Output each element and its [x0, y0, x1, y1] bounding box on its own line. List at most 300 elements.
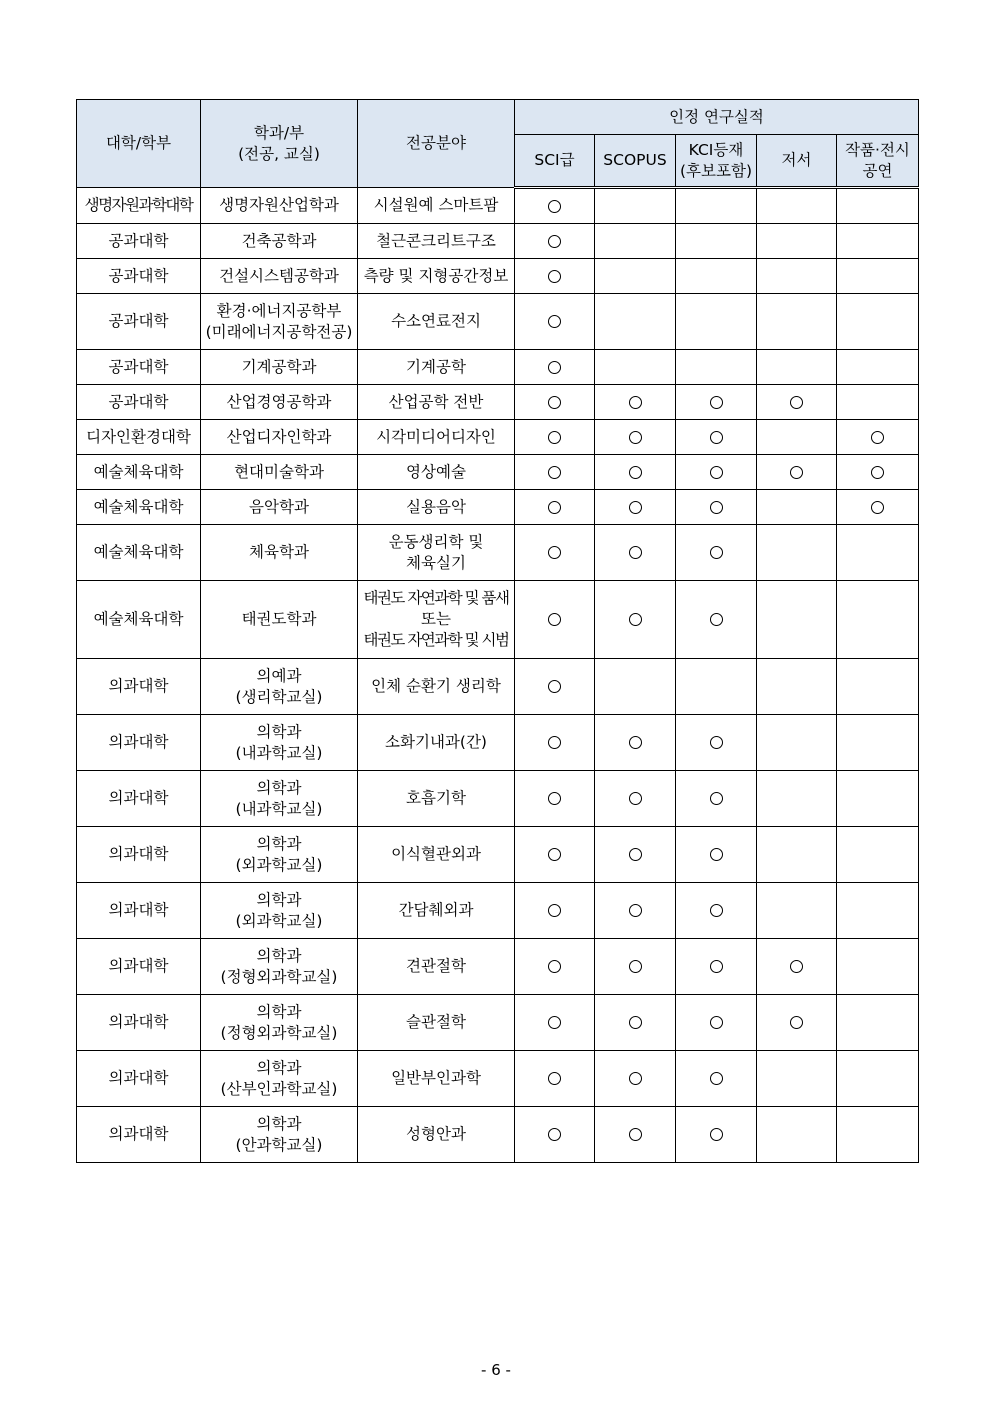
mark-cell: [757, 259, 837, 294]
mark-cell: [595, 771, 676, 827]
mark-cell: [757, 771, 837, 827]
circle-mark-icon: [548, 680, 561, 693]
mark-cell: [757, 1107, 837, 1163]
mark-cell: [676, 455, 757, 490]
mark-cell: [595, 883, 676, 939]
dept-cell: [201, 939, 358, 995]
mark-cell: [595, 259, 676, 294]
college-cell: 공과대학: [77, 385, 201, 420]
circle-mark-icon: [710, 501, 723, 514]
field-line: 시설원예 스마트팜: [373, 196, 499, 214]
mark-cell: [515, 995, 595, 1051]
mark-cell: [676, 1107, 757, 1163]
circle-mark-icon: [871, 466, 884, 479]
circle-mark-icon: [710, 466, 723, 479]
circle-mark-icon: [548, 466, 561, 479]
circle-mark-icon: [710, 848, 723, 861]
table-row: [77, 659, 919, 715]
table-row: [77, 715, 919, 771]
mark-cell: [676, 385, 757, 420]
circle-mark-icon: [710, 960, 723, 973]
mark-cell: [515, 420, 595, 455]
field-line: 태권도 자연과학 및 시범: [363, 631, 509, 649]
dept-line: 의학과: [256, 890, 302, 909]
mark-cell: [515, 259, 595, 294]
circle-mark-icon: [629, 546, 642, 559]
field-cell: [358, 995, 515, 1051]
dept-line: 건설시스템공학과: [219, 266, 339, 285]
circle-mark-icon: [871, 431, 884, 444]
dept-line: 환경·에너지공학부: [216, 301, 342, 320]
mark-cell: [595, 1051, 676, 1107]
dept-line: 기계공학과: [241, 357, 317, 376]
mark-cell: [757, 224, 837, 259]
mark-cell: [676, 490, 757, 525]
mark-cell: [676, 827, 757, 883]
mark-cell: [757, 995, 837, 1051]
field-line: 운동생리학 및: [388, 532, 484, 551]
circle-mark-icon: [629, 1016, 642, 1029]
dept-line: 건축공학과: [241, 231, 317, 250]
circle-mark-icon: [548, 361, 561, 374]
circle-mark-icon: [629, 736, 642, 749]
field-cell: [358, 294, 515, 350]
field-line: 성형안과: [406, 1125, 466, 1143]
mark-cell: [515, 715, 595, 771]
dept-line: 현대미술학과: [234, 462, 324, 481]
field-line: 실용음악: [406, 497, 466, 516]
table-row: [77, 771, 919, 827]
circle-mark-icon: [548, 904, 561, 917]
college-cell: 의과대학: [77, 659, 201, 715]
dept-cell: [201, 1107, 358, 1163]
mark-cell: [676, 259, 757, 294]
table-body: [77, 188, 919, 1163]
mark-cell: [676, 995, 757, 1051]
circle-mark-icon: [548, 546, 561, 559]
mark-cell: [837, 350, 919, 385]
mark-cell: [837, 939, 919, 995]
mark-cell: [757, 581, 837, 659]
mark-cell: [515, 771, 595, 827]
field-cell: [358, 1051, 515, 1107]
mark-cell: [595, 939, 676, 995]
dept-line: (내과학교실): [235, 799, 323, 818]
circle-mark-icon: [548, 848, 561, 861]
mark-cell: [837, 659, 919, 715]
circle-mark-icon: [629, 466, 642, 479]
header-group: 인정 연구실적: [515, 100, 919, 135]
mark-cell: [515, 659, 595, 715]
field-line: 태권도 자연과학 및 품새: [363, 589, 509, 607]
dept-cell: [201, 350, 358, 385]
field-cell: [358, 883, 515, 939]
field-line: 시각미디어디자인: [376, 427, 496, 446]
header-dept-line: (전공, 교실): [238, 144, 320, 163]
college-cell: 의과대학: [77, 883, 201, 939]
field-cell: [358, 455, 515, 490]
header-scopus: SCOPUS: [595, 135, 676, 188]
circle-mark-icon: [710, 1016, 723, 1029]
field-cell: [358, 224, 515, 259]
mark-cell: [595, 350, 676, 385]
mark-cell: [595, 659, 676, 715]
table-row: [77, 455, 919, 490]
mark-cell: [837, 715, 919, 771]
field-line: 기계공학: [406, 357, 466, 376]
circle-mark-icon: [548, 315, 561, 328]
circle-mark-icon: [629, 1072, 642, 1085]
mark-cell: [515, 455, 595, 490]
mark-cell: [595, 525, 676, 581]
dept-line: 생명자원산업학과: [219, 196, 339, 214]
mark-cell: [595, 188, 676, 224]
circle-mark-icon: [871, 501, 884, 514]
dept-cell: [201, 1051, 358, 1107]
field-cell: [358, 1107, 515, 1163]
header-kci: [676, 135, 757, 188]
college-cell: 예술체육대학: [77, 490, 201, 525]
circle-mark-icon: [629, 431, 642, 444]
circle-mark-icon: [548, 1128, 561, 1141]
table-row: [77, 188, 919, 224]
circle-mark-icon: [790, 1016, 803, 1029]
field-line: 수소연료전지: [391, 312, 481, 330]
field-cell: [358, 771, 515, 827]
mark-cell: [515, 1107, 595, 1163]
table-row: [77, 420, 919, 455]
college-cell: 의과대학: [77, 1107, 201, 1163]
mark-cell: [515, 224, 595, 259]
college-cell: 의과대학: [77, 1051, 201, 1107]
circle-mark-icon: [710, 1072, 723, 1085]
circle-mark-icon: [548, 613, 561, 626]
field-cell: [358, 827, 515, 883]
dept-line: (산부인과학교실): [220, 1079, 338, 1098]
mark-cell: [757, 294, 837, 350]
mark-cell: [757, 420, 837, 455]
field-cell: [358, 715, 515, 771]
circle-mark-icon: [548, 1016, 561, 1029]
field-line: 일반부인과학: [391, 1069, 481, 1087]
mark-cell: [676, 883, 757, 939]
college-cell: 예술체육대학: [77, 455, 201, 490]
field-line: 견관절학: [406, 957, 466, 975]
mark-cell: [837, 224, 919, 259]
field-cell: [358, 525, 515, 581]
table-row: [77, 224, 919, 259]
dept-line: 체육학과: [249, 543, 309, 561]
field-line: 호흡기학: [406, 789, 466, 807]
mark-cell: [676, 525, 757, 581]
header-works: [837, 135, 919, 188]
dept-line: 의예과: [256, 666, 302, 685]
header-works-line: 공연: [862, 161, 893, 180]
circle-mark-icon: [629, 501, 642, 514]
circle-mark-icon: [710, 904, 723, 917]
circle-mark-icon: [548, 396, 561, 409]
mark-cell: [676, 659, 757, 715]
mark-cell: [757, 490, 837, 525]
dept-line: (내과학교실): [235, 743, 323, 762]
circle-mark-icon: [548, 431, 561, 444]
dept-cell: [201, 420, 358, 455]
mark-cell: [837, 188, 919, 224]
mark-cell: [757, 1051, 837, 1107]
mark-cell: [837, 455, 919, 490]
mark-cell: [515, 939, 595, 995]
mark-cell: [595, 995, 676, 1051]
mark-cell: [757, 939, 837, 995]
circle-mark-icon: [790, 960, 803, 973]
field-cell: [358, 490, 515, 525]
mark-cell: [757, 455, 837, 490]
circle-mark-icon: [710, 736, 723, 749]
dept-cell: [201, 259, 358, 294]
dept-line: 음악학과: [249, 497, 309, 516]
mark-cell: [676, 1051, 757, 1107]
mark-cell: [676, 715, 757, 771]
field-line: 슬관절학: [406, 1013, 466, 1031]
table-row: [77, 1107, 919, 1163]
college-cell: 의과대학: [77, 827, 201, 883]
field-cell: [358, 581, 515, 659]
dept-cell: [201, 659, 358, 715]
dept-cell: [201, 827, 358, 883]
table-row: [77, 525, 919, 581]
dept-cell: [201, 771, 358, 827]
mark-cell: [757, 827, 837, 883]
college-cell: 공과대학: [77, 224, 201, 259]
mark-cell: [676, 224, 757, 259]
field-line: 체육실기: [406, 553, 466, 572]
mark-cell: [595, 581, 676, 659]
field-line: 산업공학 전반: [388, 392, 484, 411]
header-college: 대학/학부: [77, 100, 201, 188]
circle-mark-icon: [790, 396, 803, 409]
dept-cell: [201, 995, 358, 1051]
mark-cell: [676, 420, 757, 455]
circle-mark-icon: [629, 396, 642, 409]
table-row: [77, 490, 919, 525]
dept-cell: [201, 385, 358, 420]
field-cell: [358, 188, 515, 224]
mark-cell: [837, 294, 919, 350]
field-line: 영상예술: [406, 462, 466, 481]
mark-cell: [515, 294, 595, 350]
circle-mark-icon: [710, 1128, 723, 1141]
dept-cell: [201, 455, 358, 490]
field-line: 측량 및 지형공간정보: [363, 266, 509, 285]
college-cell: 예술체육대학: [77, 581, 201, 659]
dept-line: 의학과: [256, 1114, 302, 1133]
mark-cell: [595, 715, 676, 771]
college-cell: 디자인환경대학: [77, 420, 201, 455]
circle-mark-icon: [790, 466, 803, 479]
table-row: [77, 259, 919, 294]
mark-cell: [676, 188, 757, 224]
mark-cell: [515, 350, 595, 385]
circle-mark-icon: [548, 270, 561, 283]
table-row: [77, 350, 919, 385]
college-cell: 예술체육대학: [77, 525, 201, 581]
mark-cell: [595, 385, 676, 420]
mark-cell: [595, 224, 676, 259]
table-row: [77, 827, 919, 883]
college-cell: 의과대학: [77, 939, 201, 995]
mark-cell: [595, 1107, 676, 1163]
circle-mark-icon: [548, 501, 561, 514]
circle-mark-icon: [710, 613, 723, 626]
circle-mark-icon: [710, 546, 723, 559]
mark-cell: [837, 420, 919, 455]
field-line: 간담췌외과: [398, 901, 474, 919]
header-dept: [201, 100, 358, 188]
mark-cell: [837, 259, 919, 294]
circle-mark-icon: [548, 960, 561, 973]
field-line: 또는: [421, 610, 451, 628]
mark-cell: [757, 659, 837, 715]
field-cell: [358, 259, 515, 294]
mark-cell: [595, 420, 676, 455]
dept-line: 의학과: [256, 834, 302, 853]
mark-cell: [595, 455, 676, 490]
mark-cell: [757, 350, 837, 385]
table-row: [77, 995, 919, 1051]
mark-cell: [837, 1107, 919, 1163]
table-row: [77, 294, 919, 350]
field-line: 이식혈관외과: [391, 845, 481, 863]
dept-line: 태권도학과: [241, 610, 317, 628]
mark-cell: [515, 827, 595, 883]
circle-mark-icon: [548, 200, 561, 213]
field-line: 인체 순환기 생리학: [371, 677, 501, 695]
table-row: [77, 1051, 919, 1107]
field-cell: [358, 659, 515, 715]
header-kci-line: (후보포함): [680, 161, 752, 180]
dept-line: (안과학교실): [235, 1135, 323, 1154]
circle-mark-icon: [548, 1072, 561, 1085]
college-cell: 공과대학: [77, 350, 201, 385]
table-header: [77, 100, 919, 188]
mark-cell: [676, 581, 757, 659]
mark-cell: [515, 188, 595, 224]
mark-cell: [595, 827, 676, 883]
field-cell: [358, 420, 515, 455]
mark-cell: [676, 350, 757, 385]
dept-line: 의학과: [256, 778, 302, 797]
dept-cell: [201, 883, 358, 939]
circle-mark-icon: [629, 904, 642, 917]
dept-cell: [201, 581, 358, 659]
dept-line: 의학과: [256, 722, 302, 741]
dept-line: (외과학교실): [235, 855, 323, 874]
dept-line: (외과학교실): [235, 911, 323, 930]
dept-cell: [201, 224, 358, 259]
circle-mark-icon: [548, 736, 561, 749]
mark-cell: [595, 490, 676, 525]
mark-cell: [676, 771, 757, 827]
mark-cell: [515, 1051, 595, 1107]
research-criteria-table: [76, 99, 919, 1163]
mark-cell: [757, 715, 837, 771]
dept-cell: [201, 188, 358, 224]
header-works-line: 작품·전시: [845, 140, 910, 159]
mark-cell: [837, 995, 919, 1051]
header-book: 저서: [757, 135, 837, 188]
mark-cell: [515, 525, 595, 581]
mark-cell: [837, 827, 919, 883]
circle-mark-icon: [710, 431, 723, 444]
mark-cell: [757, 525, 837, 581]
mark-cell: [515, 581, 595, 659]
college-cell: 의과대학: [77, 715, 201, 771]
dept-line: 산업디자인학과: [226, 427, 332, 446]
dept-line: 산업경영공학과: [226, 392, 332, 411]
dept-line: (정형외과학교실): [220, 1023, 338, 1042]
page-number: - 6 -: [481, 1361, 511, 1379]
table-row: [77, 385, 919, 420]
circle-mark-icon: [629, 613, 642, 626]
field-line: 철근콘크리트구조: [376, 231, 496, 250]
circle-mark-icon: [548, 235, 561, 248]
mark-cell: [837, 490, 919, 525]
college-cell: 의과대학: [77, 995, 201, 1051]
mark-cell: [757, 188, 837, 224]
dept-line: 의학과: [256, 1058, 302, 1077]
dept-cell: [201, 294, 358, 350]
mark-cell: [837, 525, 919, 581]
circle-mark-icon: [629, 792, 642, 805]
mark-cell: [515, 490, 595, 525]
dept-line: 의학과: [256, 1002, 302, 1021]
dept-line: (미래에너지공학전공): [205, 322, 353, 341]
dept-line: (생리학교실): [235, 687, 323, 706]
dept-line: 의학과: [256, 946, 302, 965]
header-dept-line: 학과/부: [253, 123, 305, 142]
mark-cell: [837, 385, 919, 420]
circle-mark-icon: [629, 1128, 642, 1141]
college-cell: 공과대학: [77, 259, 201, 294]
dept-cell: [201, 490, 358, 525]
table-row: [77, 883, 919, 939]
circle-mark-icon: [548, 792, 561, 805]
field-cell: [358, 350, 515, 385]
mark-cell: [515, 385, 595, 420]
mark-cell: [676, 939, 757, 995]
field-cell: [358, 385, 515, 420]
dept-cell: [201, 525, 358, 581]
mark-cell: [515, 883, 595, 939]
table-row: [77, 939, 919, 995]
field-line: 소화기내과(간): [385, 733, 487, 751]
circle-mark-icon: [710, 396, 723, 409]
mark-cell: [676, 294, 757, 350]
dept-cell: [201, 715, 358, 771]
mark-cell: [757, 385, 837, 420]
college-cell: 공과대학: [77, 294, 201, 350]
header-kci-line: KCI등재: [688, 140, 744, 159]
circle-mark-icon: [710, 792, 723, 805]
header-field: 전공분야: [358, 100, 515, 188]
mark-cell: [837, 1051, 919, 1107]
dept-line: (정형외과학교실): [220, 967, 338, 986]
circle-mark-icon: [629, 848, 642, 861]
table-row: [77, 581, 919, 659]
mark-cell: [837, 771, 919, 827]
mark-cell: [757, 883, 837, 939]
college-cell: 생명자원과학대학: [77, 188, 201, 224]
